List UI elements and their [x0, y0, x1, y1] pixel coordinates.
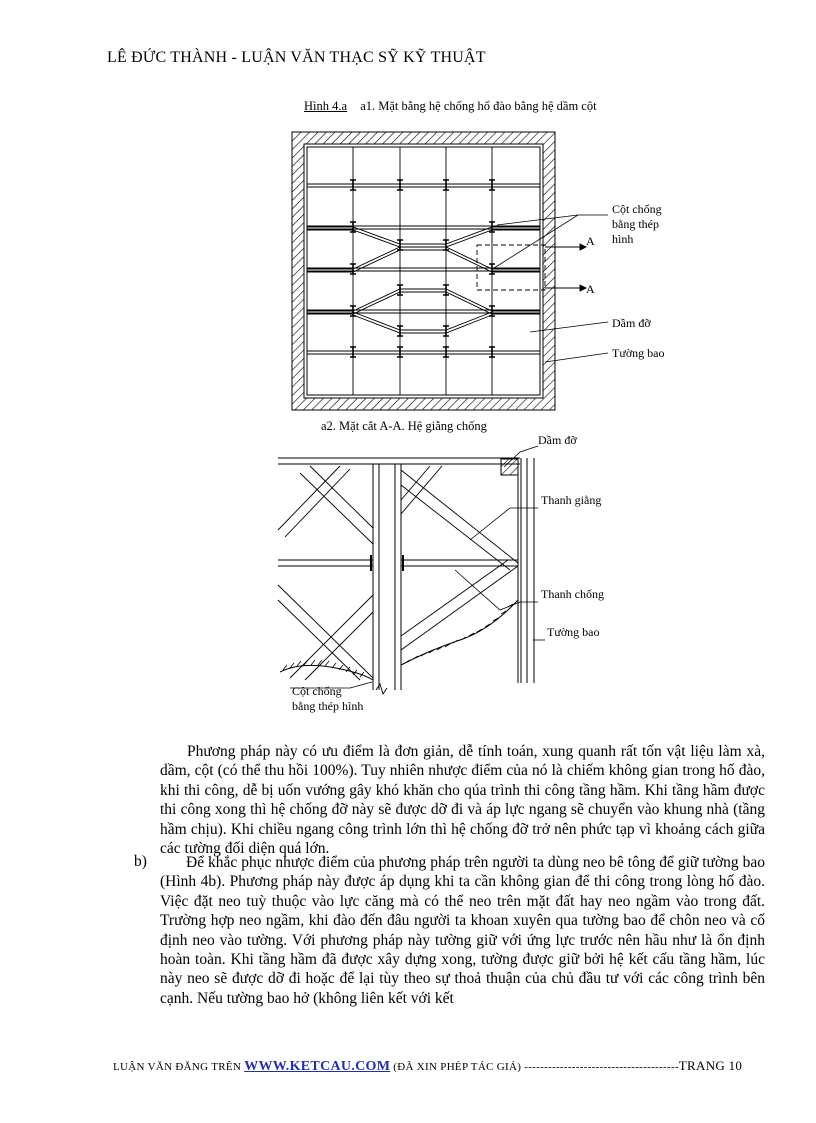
- section-wall-label: Tường bao: [547, 625, 600, 639]
- column-break: [376, 684, 387, 694]
- section-marker-top: A: [586, 234, 595, 248]
- section-brace-label: Thanh giằng: [541, 493, 602, 507]
- section-marker-bottom: A: [586, 282, 595, 296]
- page-footer: [113, 1058, 742, 1075]
- plan-column-label-1: Cột chống: [612, 202, 662, 216]
- section-column: [373, 464, 401, 690]
- section-horizontal-braces: [278, 560, 518, 566]
- section-right-diagonals: [401, 466, 518, 650]
- plan-column-label-2: bằng thép: [612, 217, 659, 231]
- plan-wall-label: Tường bao: [612, 346, 665, 360]
- section-top-beam: [278, 458, 520, 464]
- footer-site-link[interactable]: WWW.KETCAU.COM: [244, 1059, 391, 1074]
- section-caption: a2. Mặt cắt A-A. Hệ giằng chống: [321, 419, 487, 433]
- paragraph-1: Phương pháp này có ưu điểm là đơn giản, dễ tính toán, xung quanh rất tốn vật liệu làm xà, dầm, cột (có thể thu hồi 100%). Tuy nhiên nhược điểm của nó là chiếm không gian trong hố đào, khi thi công, dễ bị uốn vướng gây khó khăn cho qúa trình thi công tầng hầm. Khi tầng hầm được thi công xong thì hệ chống đỡ này sẽ được dỡ đi và áp lực ngang sẽ chuyển vào khung nhà (tầng hầm chịu). Khi chiều ngang công trình lớn thì hệ chống đỡ trở nên phức tạp vì khoảng cách giữa các tường đối diện quá lớn.: [160, 743, 765, 858]
- footer-page-number: TRANG 10: [678, 1058, 743, 1073]
- plan-caption: a1. Mặt bằng hệ chống hố đào bằng hệ dầm cột: [360, 99, 597, 113]
- soil-hatch: [283, 604, 513, 677]
- section-soil: [280, 600, 518, 680]
- footer-prefix: LUẬN VĂN ĐĂNG TRÊN: [113, 1061, 245, 1073]
- section-left-diagonals: [278, 466, 373, 680]
- section-beam-label: Dầm đỡ: [538, 433, 577, 447]
- document-header: LÊ ĐỨC THÀNH - LUẬN VĂN THẠC SỸ KỸ THUẬT: [107, 49, 486, 66]
- section-wall: [518, 458, 534, 683]
- plan-column-label-3: hình: [612, 232, 634, 246]
- item-b-marker: b): [134, 853, 147, 870]
- footer-suffix: (ĐÃ XIN PHÉP TÁC GIẢ) ---------------------------------------: [390, 1061, 679, 1073]
- plan-beam-label: Dầm đỡ: [612, 316, 651, 330]
- section-column-label-1: Cột chống: [292, 684, 342, 698]
- section-plates: [370, 555, 404, 571]
- section-strut-label: Thanh chống: [541, 587, 604, 601]
- section-column-label-2: bằng thép hình: [292, 699, 364, 713]
- paragraph-2: Để khắc phục nhược điểm của phương pháp trên người ta dùng neo bê tông để giữ tường bao (Hình 4b). Phương pháp này được áp dụng khi ta cần không gian để thi công trong lòng hố đào. Việc đặt neo tuỳ thuộc vào lực căng mà có thể neo trên mặt đất hay neo ngầm vào trong đất. Trường hợp neo ngầm, khi đào đến đâu người ta khoan xuyên qua tường bao để chôn neo và cố định neo vào tường. Với phương pháp này tường giữ với ứng lực trước nên hầu như là ổn định hoàn toàn. Khi tầng hầm đã được xây dựng xong, tường được giữ bởi hệ kết cấu tầng hầm, lúc này neo sẽ được dỡ đi hoặc để lại tùy theo sự thoả thuận của chủ đầu tư với các công trình bên cạnh. Nếu tường bao hở (không liên kết với kết: [160, 854, 765, 1007]
- figure-label: Hình 4.a: [304, 99, 348, 113]
